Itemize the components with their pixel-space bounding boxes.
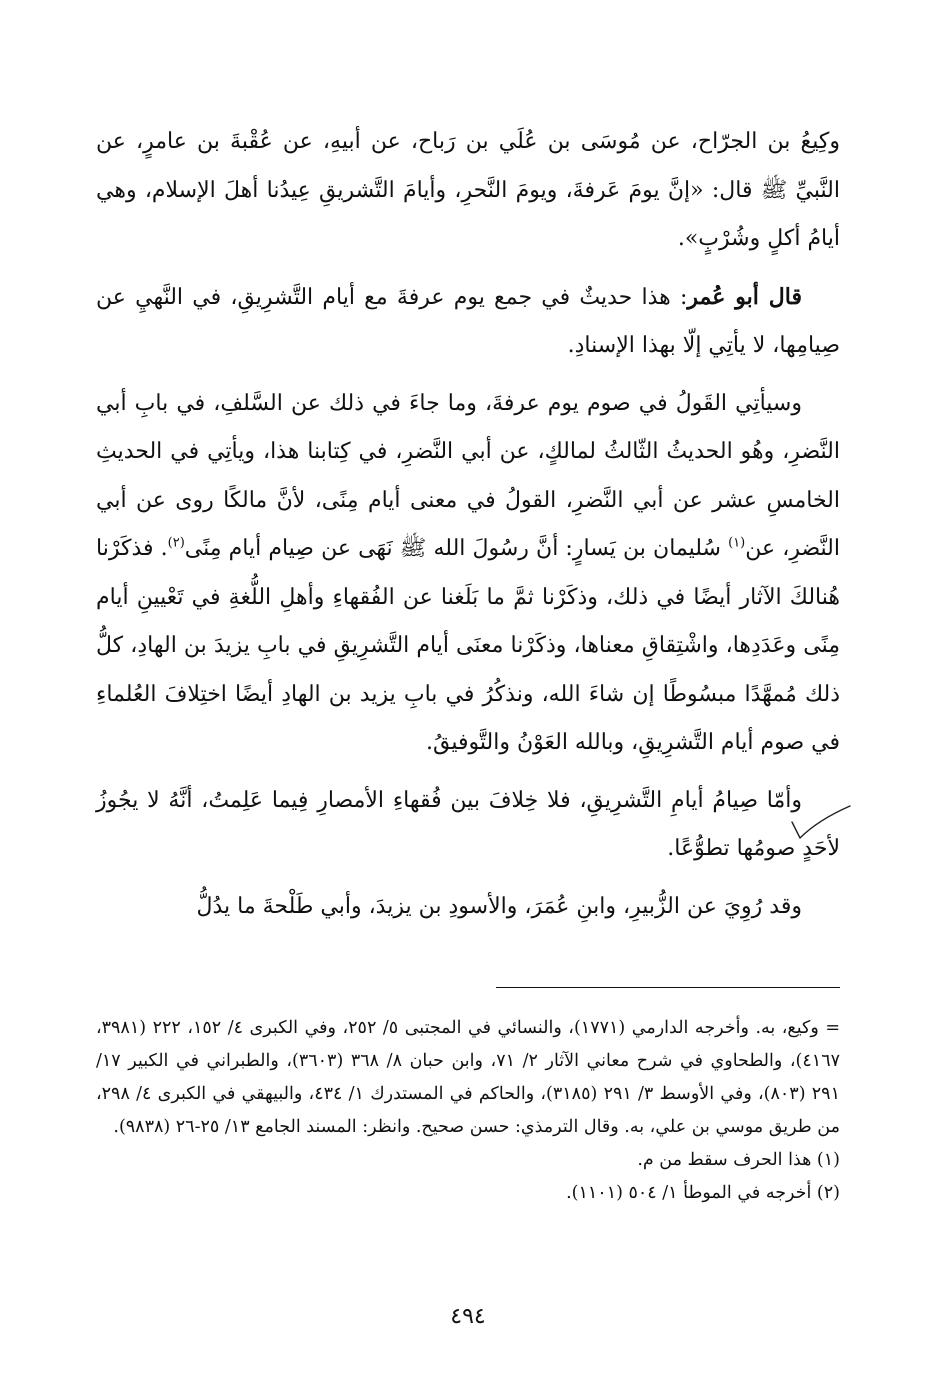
paragraph-narrations: وقد رُوِيَ عن الزُّبيرِ، وابنِ عُمَرَ، والأسودِ بن يزيدَ، وأبي طَلْحةَ ما يدُلُّ bbox=[196, 893, 802, 919]
paragraph-abu-umar-text: : هذا حديثٌ في جمع يوم عرفةَ مع أيام التَّشرِيقِ، في النَّهيِ عن صِيامِها، لا يأتِي إلّا بهذا الإسنادِ. bbox=[96, 284, 840, 358]
footnote-2: (٢) أخرجه في الموطأ ١/ ٥٠٤ (١١٠١). bbox=[566, 1183, 840, 1203]
paragraph-tashriq-fasting: وأمّا صِيامُ أيامِ التَّشرِيقِ، فلا خِلافَ بين فُقهاءِ الأمصارِ فِيما عَلِمتُ، أنَّهُ لا يجُوزُ لأحَدٍ صومُها تطوُّعًا. bbox=[96, 787, 840, 861]
footnotes bbox=[96, 1012, 840, 1210]
footnote-ref-2: (٢) bbox=[167, 535, 185, 551]
footnote-continuation: = وكيع، به. وأخرجه الدارمي (١٧٧١)، والنسائي في المجتبى ٥/ ٢٥٢، وفي الكبرى ٤/ ١٥٢، ٢٢٢ (٣٩٨١، ٤١٦٧)، والطحاوي في شرح معاني الآثار ٢/ ٧١، وابن حبان ٨/ ٣٦٨ (٣٦٠٣)، والطبراني في الكبير ١٧/ ٢٩١ (٨٠٣)، وفي الأوسط ٣/ ٢٩١ (٣١٨٥)، والحاكم في المستدرك ١/ ٤٣٤، والبيهقي في الكبرى ٤/ ٢٩٨، من طريق موسي بن علي، به. وقال الترمذي: حسن صحيح. وانظر: المسند الجامع ١٣/ ٢٥-٢٦ (٩٨٣٨). bbox=[96, 1018, 840, 1137]
speaker-label: قال أبو عُمر bbox=[687, 283, 802, 310]
footnote-ref-1: (١) bbox=[728, 535, 746, 551]
paragraph-hadith: وكِيعُ بن الجرّاح، عن مُوسَى بن عُلَي بن رَباح، عن أبيهِ، عن عُقْبةَ بن عامرٍ، عن النَّبيِّ ﷺ قال: «إنَّ يومَ عَرفةَ، ويومَ النَّحرِ، وأيامَ التَّشريقِ عِيدُنا أهلَ الإسلام، وهي أيامُ أكلٍ وشُرْبٍ». bbox=[96, 129, 840, 251]
page-number: ٤٩٤ bbox=[450, 1304, 486, 1329]
footnote-1: (١) هذا الحرف سقط من م. bbox=[637, 1150, 840, 1170]
handwritten-check-mark bbox=[788, 800, 852, 846]
main-text bbox=[96, 118, 840, 940]
footnote-separator bbox=[496, 987, 840, 988]
paragraph-cross-reference-part-b: سُليمان بن يَسارٍ: أنَّ رسُولَ الله ﷺ نَهَى عن صِيام أيام مِنًى bbox=[184, 536, 729, 561]
paragraph-abu-umar bbox=[96, 273, 840, 371]
paragraph-cross-reference bbox=[96, 380, 840, 768]
paragraph-cross-reference-part-c: . فذكَرْنا هُنالكَ الآثار أيضًا في ذلك، وذكَرْنا ثمَّ ما بَلَغنا عن الفُقهاءِ وأهلِ اللُّغةِ في تَعْيينِ أيام مِنًى وعَدَدِها، واشْتِقاقِ معناها، وذكَرْنا معنَى أيام التَّشرِيقِ في بابِ يزيدَ بن الهادِ، كلُّ ذلك مُمهَّدًا مبسُوطًا إن شاءَ الله، ونذكُرُ في بابِ يزيد بن الهادِ أيضًا اختِلافَ العُلماءِ في صوم أيام التَّشرِيقِ، وبالله العَوْنُ والتَّوفيقُ. bbox=[96, 536, 840, 755]
paragraph-cross-reference-part-a: وسيأتِي القَولُ في صوم يوم عرفةَ، وما جاءَ في ذلك عن السَّلفِ، في بابِ أبي النَّضرِ، وهُو الحديثُ الثّالثُ لمالكٍ، عن أبي النَّضرِ، في كِتابنا هذا، ويأتِي في الحديثِ الخامسِ عشر عن أبي النَّضرِ، القولُ في معنى أيام مِنًى، لأنَّ مالكًا روى عن أبي النَّضرِ، عن bbox=[96, 390, 841, 561]
